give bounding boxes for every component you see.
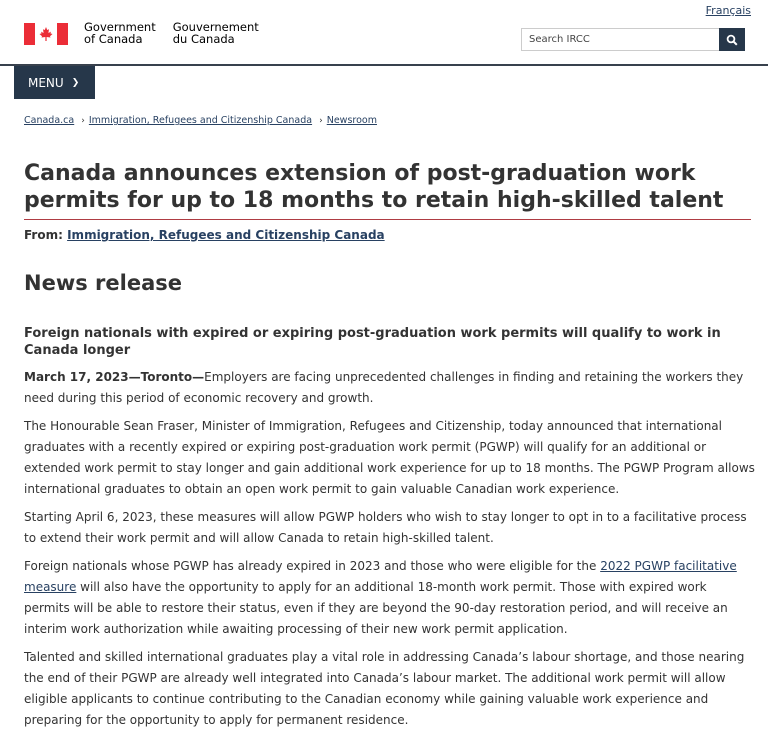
wordmark-fr-line1: Gouvernement bbox=[172, 20, 259, 34]
page-title: Canada announces extension of post-graduation work permits for up to 18 months to retain high-skilled talent bbox=[24, 161, 724, 213]
wordmark-fr-line2: du Canada bbox=[172, 32, 235, 46]
language-toggle-link[interactable]: Français bbox=[705, 4, 751, 17]
paragraph-1-text: Employers are facing unprecedented challenges in finding and retaining the workers they need during this period of economic recovery and growth. bbox=[24, 370, 744, 405]
from-label: From: bbox=[24, 228, 63, 242]
paragraph-3: Starting April 6, 2023, these measures will allow PGWP holders who wish to stay longer to opt in to a facilitative process to extend their work permit and will allow Canada to retain high-skilled talent. bbox=[24, 510, 747, 545]
search-form bbox=[521, 28, 745, 51]
maple-leaf-icon bbox=[38, 26, 54, 42]
paragraph-4-text-a: Foreign nationals whose PGWP has already expired in 2023 and those who were eligible for the bbox=[24, 559, 601, 573]
breadcrumb bbox=[24, 115, 377, 126]
dateline: March 17, 2023—Toronto— bbox=[24, 370, 205, 384]
from-department-link[interactable]: Immigration, Refugees and Citizenship Canada bbox=[67, 228, 385, 242]
search-button[interactable] bbox=[719, 28, 745, 51]
wordmark-en-line1: Government bbox=[84, 20, 156, 34]
wordmark-en-line2: of Canada bbox=[84, 32, 143, 46]
canada-flag-icon bbox=[24, 23, 68, 45]
chevron-right-icon: › bbox=[319, 116, 323, 126]
search-input[interactable] bbox=[521, 28, 719, 51]
menu-label: MENU bbox=[28, 75, 64, 90]
paragraph-2: The Honourable Sean Fraser, Minister of Immigration, Refugees and Citizenship, today announced that international graduates with a recently expired or expiring post-graduation work permit (PGWP) will qualify for an additional or extended work permit to stay longer and gain additional work experience for up to 18 months. The PGWP Program allows international graduates to obtain an open work permit to gain valuable Canadian work experience. bbox=[24, 419, 755, 496]
header-divider bbox=[0, 64, 768, 66]
breadcrumb-link-newsroom[interactable]: Newsroom bbox=[326, 115, 377, 126]
government-signature[interactable] bbox=[24, 21, 276, 45]
lead-heading: Foreign nationals with expired or expiring post-graduation work permits will qualify to work in Canada longer bbox=[24, 326, 721, 358]
article-body bbox=[24, 367, 756, 738]
paragraph-1 bbox=[24, 367, 756, 409]
government-wordmark bbox=[84, 21, 276, 45]
paragraph-4-text-b: will also have the opportunity to apply for an additional 18-month work permit. Those with expired work permits will be able to restore their status, even if they are beyond the 90-day restoration period, and will receive an interim work authorization while awaiting processing of their new work permit application. bbox=[24, 580, 728, 636]
breadcrumb-link-canada[interactable]: Canada.ca bbox=[24, 115, 75, 126]
pgwp-facilitative-measure-link[interactable]: 2022 PGWP facilitative measure bbox=[24, 559, 737, 594]
from-line bbox=[24, 228, 385, 242]
chevron-down-icon: ❯ bbox=[71, 77, 80, 88]
section-heading: News release bbox=[24, 271, 182, 295]
paragraph-4 bbox=[24, 556, 756, 640]
breadcrumb-link-ircc[interactable]: Immigration, Refugees and Citizenship Canada bbox=[88, 115, 313, 126]
paragraph-5: Talented and skilled international graduates play a vital role in addressing Canada’s labour shortage, and those nearing the end of their PGWP are already well integrated into Canada’s labour market. The additional work permit will allow eligible applicants to continue contributing to the Canadian economy while gaining valuable work experience and preparing for the opportunity to apply for permanent residence. bbox=[24, 650, 745, 727]
menu-button[interactable] bbox=[14, 66, 95, 99]
title-underline bbox=[24, 219, 751, 220]
chevron-right-icon: › bbox=[81, 116, 85, 126]
search-icon bbox=[726, 34, 738, 46]
